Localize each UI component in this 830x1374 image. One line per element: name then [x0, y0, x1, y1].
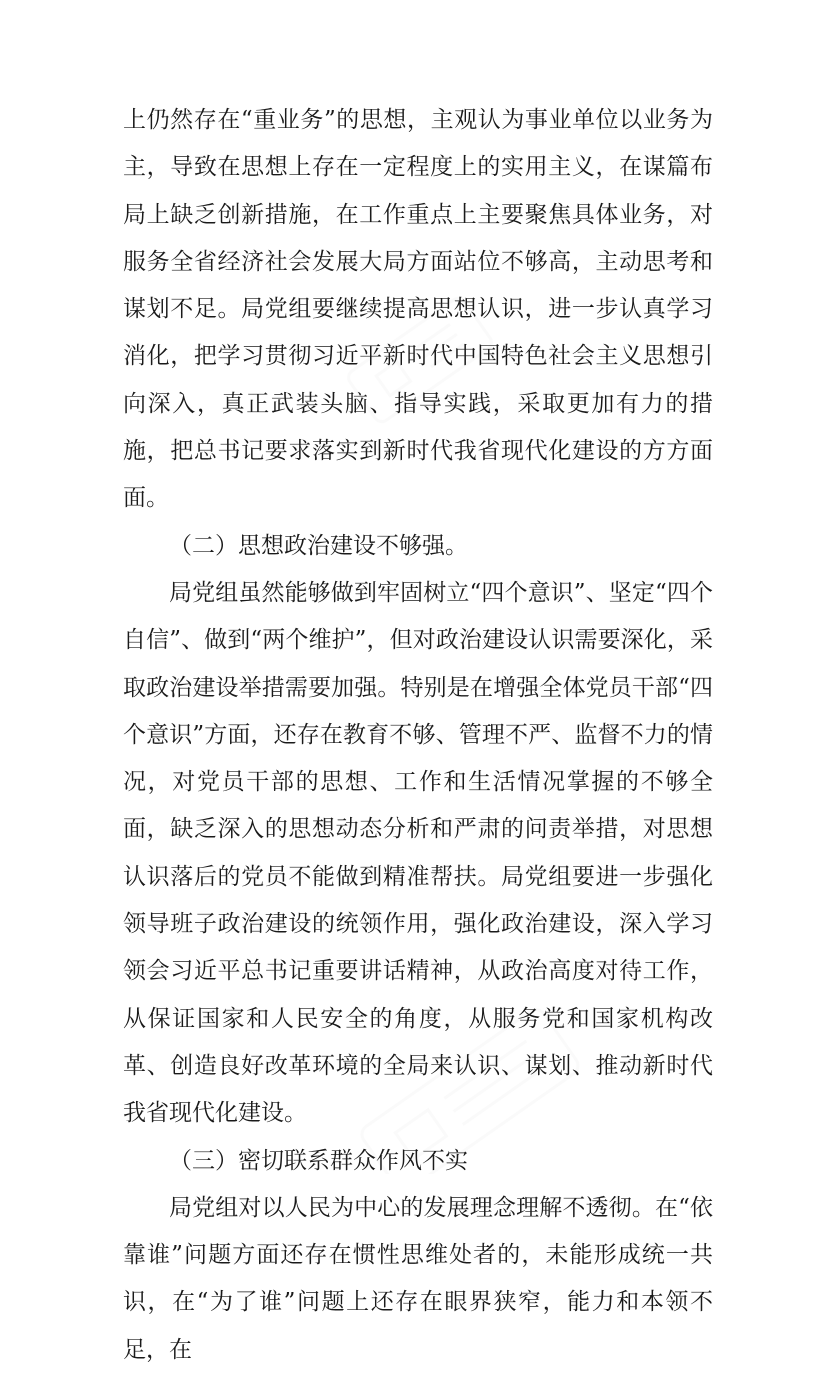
paragraph-mass-line: 局党组对以人民为中心的发展理念理解不透彻。在“依靠谁”问题方面还存在惯性思维处者的，未能形成统一共识，在“为了谁”问题上还存在眼界狭窄，能力和本领不足，在	[123, 1194, 713, 1363]
document-body	[123, 97, 713, 1374]
section-heading-political-construction: （二）思想政治建设不够强。	[169, 532, 468, 559]
paragraph-political-construction: 局党组虽然能够做到牢固树立“四个意识”、坚定“四个自信”、做到“两个维护”，但对政治建设认识需要深化，采取政治建设举措需要加强。特别是在增强全体党员干部“四个意识”方面，还存在教育不够、管理不严、监督不力的情况，对党员干部的思想、工作和生活情况掌握的不够全面，缺乏深入的思想动态分析和严肃的问责举措，对思想认识落后的党员不能做到精准帮扶。局党组要进一步强化领导班子政治建设的统领作用，强化政治建设，深入学习领会习近平总书记重要讲话精神，从政治高度对待工作，从保证国家和人民安全的角度，从服务党和国家机构改革、创造良好改革环境的全局来认识、谋划、推动新时代我省现代化建设。	[123, 579, 713, 1127]
section-heading-mass-line: （三）密切联系群众作风不实	[169, 1147, 468, 1174]
paragraph-continuation: 上仍然存在“重业务”的思想，主观认为事业单位以业务为主，导致在思想上存在一定程度上的实用主义，在谋篇布局上缺乏创新措施，在工作重点上主要聚焦具体业务，对服务全省经济社会发展大局方面站位不够高，主动思考和谋划不足。局党组要继续提高思想认识，进一步认真学习消化，把学习贯彻习近平新时代中国特色社会主义思想引向深入，真正武装头脑、指导实践，采取更加有力的措施，把总书记要求落实到新时代我省现代化建设的方方面面。	[123, 107, 713, 512]
